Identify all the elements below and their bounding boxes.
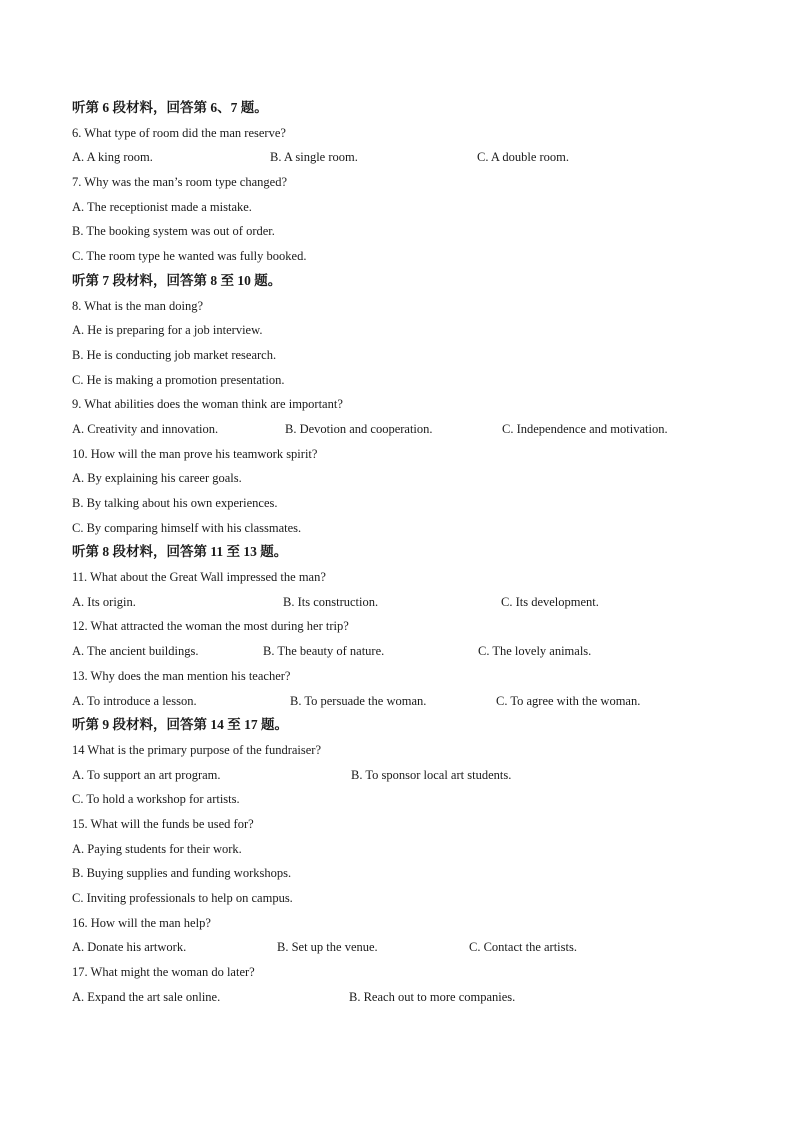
options-row xyxy=(72,689,762,714)
option-b: B. Its construction. xyxy=(283,594,379,609)
option-a: A. Creativity and innovation. xyxy=(72,421,219,436)
options-row xyxy=(72,763,762,788)
question-stem: 14 What is the primary purpose of the fundraiser? xyxy=(72,742,321,757)
question-stem: 7. Why was the man’s room type changed? xyxy=(72,175,287,190)
question-stem: 17. What might the woman do later? xyxy=(72,965,255,980)
question-stem: 15. What will the funds be used for? xyxy=(72,816,254,831)
options-row xyxy=(72,935,762,960)
option-c: C. He is making a promotion presentation. xyxy=(72,372,285,387)
option-b: B. A single room. xyxy=(270,150,358,165)
option-b: B. Devotion and cooperation. xyxy=(285,421,433,436)
section-heading: 听第 7 段材料，回答第 8 至 10 题。 xyxy=(72,272,282,288)
option-a: A. The ancient buildings. xyxy=(72,644,199,659)
option-b: B. To sponsor local art students. xyxy=(351,767,512,782)
option-c: C. Contact the artists. xyxy=(469,940,577,955)
options-row xyxy=(72,639,762,664)
section-heading: 听第 6 段材料，回答第 6、7 题。 xyxy=(72,100,268,115)
option-c: C. The lovely animals. xyxy=(478,644,592,659)
option-b: B. Set up the venue. xyxy=(277,940,378,955)
section-heading: 听第 9 段材料，回答第 14 至 17 题。 xyxy=(72,717,288,733)
option-a: A. The receptionist made a mistake. xyxy=(72,199,252,214)
question-stem: 10. How will the man prove his teamwork spirit? xyxy=(72,446,318,461)
option-a: A. Donate his artwork. xyxy=(72,940,187,955)
question-stem: 12. What attracted the woman the most during her trip? xyxy=(72,619,349,634)
question-stem: 11. What about the Great Wall impressed the man? xyxy=(72,570,326,585)
option-a: A. He is preparing for a job interview. xyxy=(72,323,263,338)
options-row xyxy=(72,417,762,442)
option-a: A. By explaining his career goals. xyxy=(72,471,242,486)
option-b: B. Buying supplies and funding workshops. xyxy=(72,866,292,881)
options-row xyxy=(72,590,762,615)
option-b: B. By talking about his own experiences. xyxy=(72,496,278,510)
question-stem: 13. Why does the man mention his teacher? xyxy=(72,668,291,683)
option-a: A. Paying students for their work. xyxy=(72,841,242,856)
option-c: C. The room type he wanted was fully booked. xyxy=(72,249,307,264)
options-row xyxy=(72,145,762,170)
option-b: B. Reach out to more companies. xyxy=(349,989,516,1004)
exam-page xyxy=(72,96,762,1009)
question-stem: 16. How will the man help? xyxy=(72,915,211,930)
question-stem: 8. What is the man doing? xyxy=(72,298,203,313)
option-c: C. Independence and motivation. xyxy=(502,421,668,436)
option-a: A. Expand the art sale online. xyxy=(72,989,221,1004)
option-a: A. To introduce a lesson. xyxy=(72,693,197,708)
option-c: C. Inviting professionals to help on campus. xyxy=(72,891,293,905)
option-c: C. A double room. xyxy=(477,150,570,165)
options-row xyxy=(72,985,762,1010)
option-a: A. A king room. xyxy=(72,150,153,165)
section-heading: 听第 8 段材料，回答第 11 至 13 题。 xyxy=(72,544,288,560)
option-b: B. The booking system was out of order. xyxy=(72,224,275,239)
option-a: A. To support an art program. xyxy=(72,767,221,782)
option-c: C. Its development. xyxy=(501,594,599,609)
option-c: C. To agree with the woman. xyxy=(496,693,641,708)
option-c: C. To hold a workshop for artists. xyxy=(72,792,240,807)
option-b: B. He is conducting job market research. xyxy=(72,347,277,362)
option-c: C. By comparing himself with his classmates. xyxy=(72,520,302,535)
option-a: A. Its origin. xyxy=(72,594,136,609)
question-stem: 6. What type of room did the man reserve? xyxy=(72,125,286,140)
option-b: B. To persuade the woman. xyxy=(290,693,427,708)
option-b: B. The beauty of nature. xyxy=(263,644,385,659)
question-stem: 9. What abilities does the woman think are important? xyxy=(72,397,343,412)
